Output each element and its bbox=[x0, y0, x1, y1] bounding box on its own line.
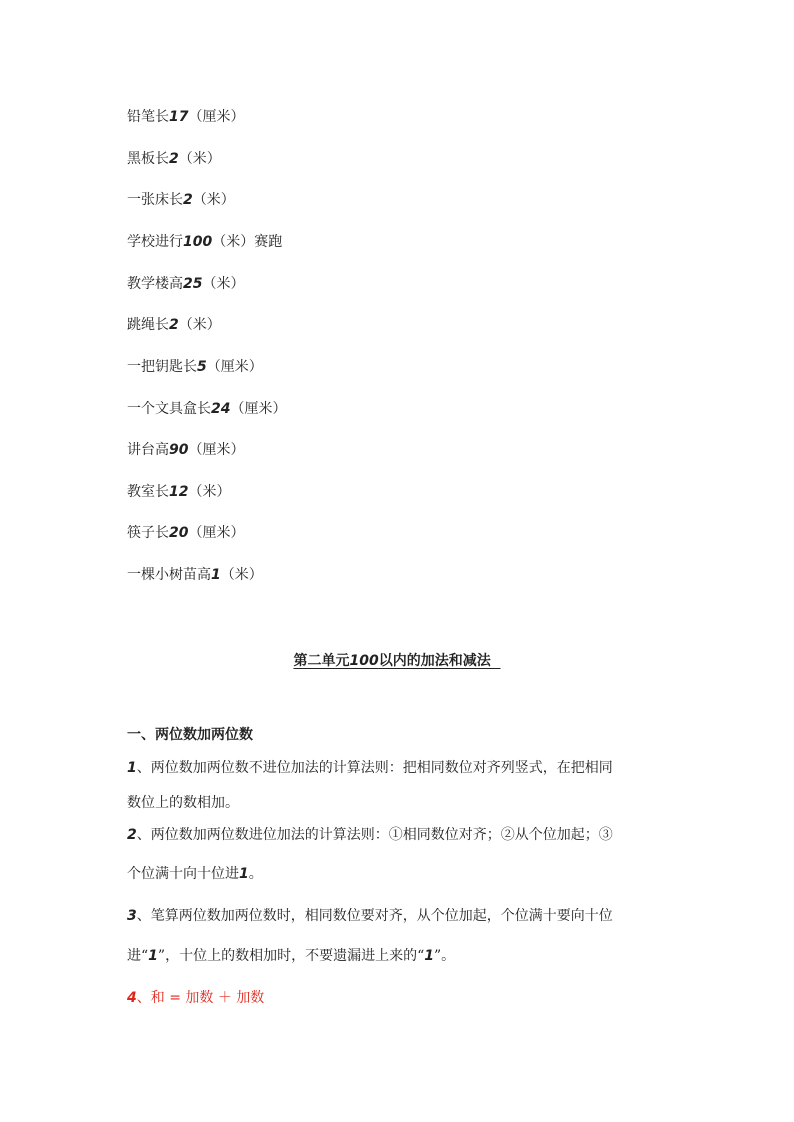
item-value: 100 bbox=[183, 234, 213, 250]
rule-3-text-mid: ”，十位上的数相加时，不要遗漏进上来的“ bbox=[157, 948, 425, 964]
rule-3-end: ”。 bbox=[434, 948, 456, 964]
chapter-suffix: 以内的加法和减法 bbox=[378, 653, 501, 669]
measurement-item bbox=[127, 399, 286, 419]
item-unit: （米） bbox=[192, 192, 235, 208]
item-name: 一个文具盒长 bbox=[127, 401, 211, 417]
rule-2-text: 、两位数加两位数进位加法的计算法则：①相同数位对齐；②从个位加起；③ bbox=[136, 827, 613, 843]
item-value: 12 bbox=[169, 484, 189, 500]
rule-2-end: 。 bbox=[248, 866, 263, 882]
rule-3-line-1 bbox=[127, 906, 613, 926]
item-name: 一棵小树苗高 bbox=[127, 567, 211, 583]
measurement-item bbox=[127, 107, 244, 127]
item-value: 24 bbox=[211, 401, 231, 417]
item-name: 黑板长 bbox=[127, 151, 169, 167]
item-value: 2 bbox=[169, 317, 179, 333]
item-unit: （厘米） bbox=[188, 109, 245, 125]
rule-2-number: 2 bbox=[127, 827, 137, 843]
item-name: 教学楼高 bbox=[127, 276, 183, 292]
item-value: 17 bbox=[169, 109, 189, 125]
measurement-item bbox=[127, 274, 244, 294]
measurement-item bbox=[127, 315, 221, 335]
item-name: 讲台高 bbox=[127, 442, 169, 458]
chapter-title bbox=[0, 651, 794, 671]
measurement-item bbox=[127, 440, 244, 460]
item-unit: （厘米） bbox=[188, 525, 245, 541]
item-value: 20 bbox=[169, 525, 189, 541]
item-unit: （米） bbox=[188, 484, 231, 500]
item-value: 5 bbox=[197, 359, 207, 375]
item-unit: （厘米） bbox=[230, 401, 287, 417]
item-value: 1 bbox=[211, 567, 221, 583]
rule-4-formula bbox=[127, 988, 264, 1008]
rule-1-text: 、两位数加两位数不进位加法的计算法则：把相同数位对齐列竖式，在把相同 bbox=[136, 760, 613, 776]
item-unit: （厘米） bbox=[188, 442, 245, 458]
item-unit: （米） bbox=[202, 276, 245, 292]
rule-2-inline-number: 1 bbox=[239, 866, 249, 882]
rule-3-number: 3 bbox=[127, 908, 137, 924]
item-name: 教室长 bbox=[127, 484, 169, 500]
rule-2-line-2 bbox=[127, 864, 263, 884]
measurement-item bbox=[127, 149, 221, 169]
rule-3-line-2 bbox=[127, 946, 455, 966]
measurement-item bbox=[127, 190, 235, 210]
measurement-item bbox=[127, 232, 282, 252]
rule-3-inline-number: 1 bbox=[148, 948, 158, 964]
item-unit: （米） bbox=[212, 234, 255, 250]
chapter-number: 100 bbox=[349, 653, 379, 669]
rule-1-line-2: 数位上的数相加。 bbox=[127, 795, 239, 811]
measurement-item bbox=[127, 523, 244, 543]
item-value: 25 bbox=[183, 276, 203, 292]
item-name: 跳绳长 bbox=[127, 317, 169, 333]
item-unit: （米） bbox=[178, 151, 221, 167]
measurement-item bbox=[127, 482, 230, 502]
rule-3-text-cont: 进“ bbox=[127, 948, 149, 964]
item-name: 一张床长 bbox=[127, 192, 183, 208]
item-value: 2 bbox=[183, 192, 193, 208]
item-name: 学校进行 bbox=[127, 234, 183, 250]
item-value: 2 bbox=[169, 151, 179, 167]
measurement-item bbox=[127, 565, 263, 585]
item-unit: （厘米） bbox=[206, 359, 263, 375]
rule-1-number: 1 bbox=[127, 760, 137, 776]
item-unit: （米） bbox=[178, 317, 221, 333]
measurement-item bbox=[127, 357, 263, 377]
item-name: 一把钥匙长 bbox=[127, 359, 197, 375]
item-unit: （米） bbox=[220, 567, 263, 583]
item-name: 筷子长 bbox=[127, 525, 169, 541]
section-heading: 一、两位数加两位数 bbox=[127, 727, 253, 743]
rule-4-text: 、和 = 加数 ＋ 加数 bbox=[136, 990, 265, 1006]
item-value: 90 bbox=[169, 442, 189, 458]
rule-1-line-1 bbox=[127, 758, 613, 778]
rule-3-inline-number: 1 bbox=[424, 948, 434, 964]
item-suffix: 赛跑 bbox=[254, 234, 283, 250]
item-name: 铅笔长 bbox=[127, 109, 169, 125]
rule-4-number: 4 bbox=[127, 990, 137, 1006]
rule-2-text-cont: 个位满十向十位进 bbox=[127, 866, 239, 882]
rule-3-text: 、笔算两位数加两位数时，相同数位要对齐，从个位加起，个位满十要向十位 bbox=[136, 908, 613, 924]
chapter-prefix: 第二单元 bbox=[293, 653, 350, 669]
rule-2-line-1 bbox=[127, 825, 613, 845]
